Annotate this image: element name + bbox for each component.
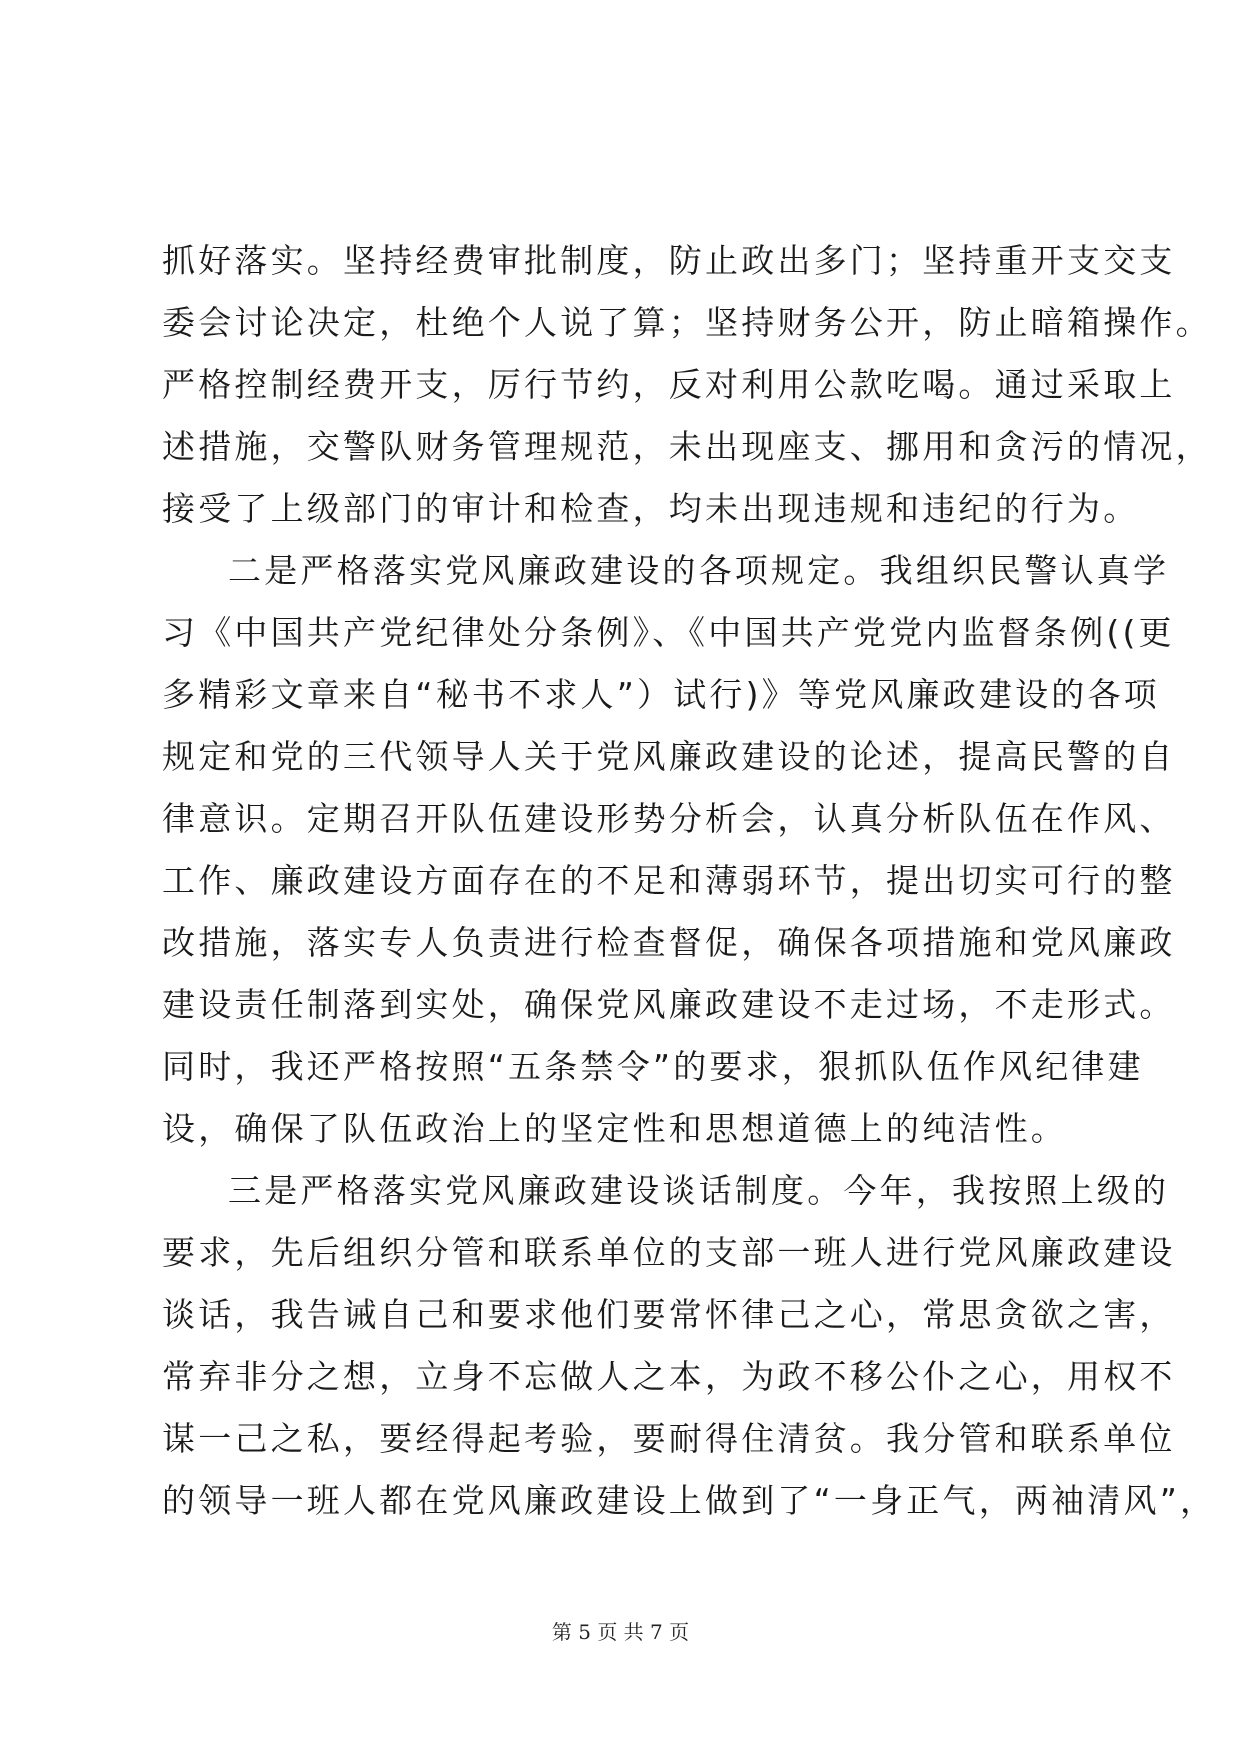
text-line: 同时，我还严格按照“五条禁令”的要求，狠抓队伍作风纪律建	[162, 1047, 1144, 1086]
text-line: 述措施，交警队财务管理规范，未出现座支、挪用和贪污的情况，	[162, 427, 1212, 466]
text-line: 接受了上级部门的审计和检查，均未出现违规和违纪的行为。	[162, 489, 1140, 528]
text-line: 建设责任制落到实处，确保党风廉政建设不走过场，不走形式。	[162, 985, 1176, 1024]
text-line: 的领导一班人都在党风廉政建设上做到了“一身正气，两袖清风”，	[162, 1481, 1217, 1520]
text-line: 改措施，落实专人负责进行检查督促，确保各项措施和党风廉政	[162, 923, 1176, 962]
text-line: 工作、廉政建设方面存在的不足和薄弱环节，提出切实可行的整	[162, 861, 1176, 900]
text-line: 严格控制经费开支，厉行节约，反对利用公款吃喝。通过采取上	[162, 365, 1176, 404]
text-line: 设，确保了队伍政治上的坚定性和思想道德上的纯洁性。	[162, 1109, 1067, 1148]
text-line: 习《中国共产党纪律处分条例》、《中国共产党党内监督条例((更	[162, 613, 1175, 652]
text-line: 常弃非分之想，立身不忘做人之本，为政不移公仆之心，用权不	[162, 1357, 1176, 1396]
document-body	[162, 230, 1217, 1532]
text-line: 多精彩文章来自“秘书不求人”）试行)》等党风廉政建设的各项	[162, 675, 1160, 714]
text-line: 抓好落实。坚持经费审批制度，防止政出多门；坚持重开支交支	[162, 241, 1176, 280]
text-line: 二是严格落实党风廉政建设的各项规定。我组织民警认真学	[228, 551, 1170, 590]
text-line: 三是严格落实党风廉政建设谈话制度。今年，我按照上级的	[228, 1171, 1170, 1210]
text-line: 委会讨论决定，杜绝个人说了算；坚持财务公开，防止暗箱操作。	[162, 303, 1212, 342]
text-line: 律意识。定期召开队伍建设形势分析会，认真分析队伍在作风、	[162, 799, 1176, 838]
text-line: 谈话，我告诫自己和要求他们要常怀律己之心，常思贪欲之害，	[162, 1295, 1176, 1334]
text-line: 谋一己之私，要经得起考验，要耐得住清贫。我分管和联系单位	[162, 1419, 1176, 1458]
text-line: 规定和党的三代领导人关于党风廉政建设的论述，提高民警的自	[162, 737, 1176, 776]
text-line: 要求，先后组织分管和联系单位的支部一班人进行党风廉政建设	[162, 1233, 1176, 1272]
page-footer: 第 5 页 共 7 页	[551, 1620, 690, 1644]
